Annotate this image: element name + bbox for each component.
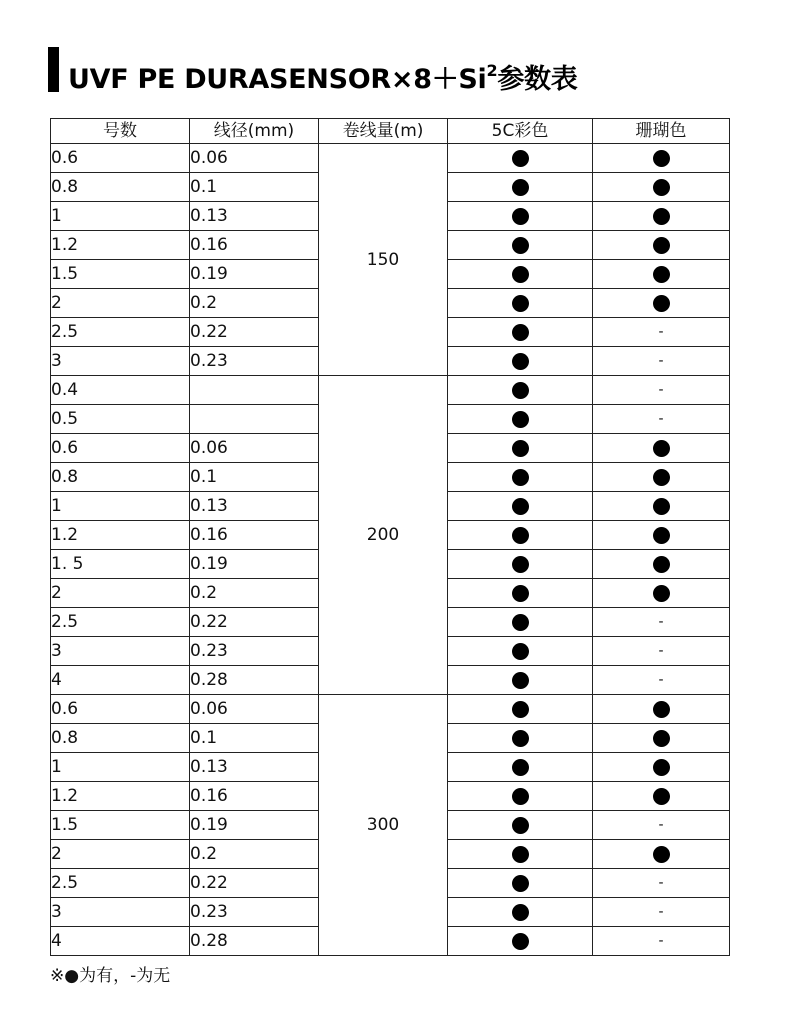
cell-coral-color [593,318,730,347]
cell-5c-color [448,579,593,608]
unavailable-dash: - [658,672,664,688]
cell-number: 3 [51,637,190,666]
cell-coral-color [593,869,730,898]
available-dot-icon [653,788,670,805]
cell-coral-color [593,405,730,434]
cell-number: 1.5 [51,260,190,289]
available-dot-icon [512,411,529,428]
title-main: UVF PE DURASENSOR×8＋Si [68,64,487,95]
cell-coral-color [593,289,730,318]
cell-coral-color [593,927,730,956]
cell-5c-color [448,347,593,376]
available-dot-icon [512,933,529,950]
available-dot-icon [512,556,529,573]
cell-coral-color [593,260,730,289]
cell-5c-color [448,492,593,521]
available-dot-icon [653,150,670,167]
cell-coral-color [593,463,730,492]
available-dot-icon [512,672,529,689]
cell-number: 3 [51,898,190,927]
cell-diameter: 0.06 [190,144,319,173]
cell-coral-color [593,724,730,753]
available-dot-icon [512,817,529,834]
cell-coral-color [593,782,730,811]
available-dot-icon [653,469,670,486]
available-dot-icon [512,701,529,718]
cell-coral-color [593,811,730,840]
cell-5c-color [448,173,593,202]
cell-number: 2 [51,289,190,318]
cell-diameter: 0.2 [190,289,319,318]
available-dot-icon [653,498,670,515]
cell-diameter: 0.13 [190,753,319,782]
unavailable-dash: - [658,817,664,833]
available-dot-icon [512,904,529,921]
cell-5c-color [448,637,593,666]
cell-number: 4 [51,666,190,695]
available-dot-icon [653,237,670,254]
available-dot-icon [653,846,670,863]
available-dot-icon [512,237,529,254]
cell-coral-color [593,231,730,260]
cell-number: 2 [51,840,190,869]
cell-number: 1 [51,492,190,521]
cell-number: 2.5 [51,318,190,347]
available-dot-icon [653,295,670,312]
available-dot-icon [653,440,670,457]
available-dot-icon [512,440,529,457]
cell-5c-color [448,202,593,231]
cell-diameter: 0.06 [190,695,319,724]
cell-coral-color [593,492,730,521]
cell-coral-color [593,898,730,927]
cell-diameter: 0.13 [190,492,319,521]
unavailable-dash: - [658,353,664,369]
cell-5c-color [448,753,593,782]
cell-diameter: 0.06 [190,434,319,463]
available-dot-icon [512,498,529,515]
available-dot-icon [512,295,529,312]
available-dot-icon [512,527,529,544]
available-dot-icon [512,759,529,776]
cell-number: 4 [51,927,190,956]
cell-5c-color [448,289,593,318]
available-dot-icon [512,382,529,399]
table-row [51,144,730,173]
table-row [51,376,730,405]
cell-5c-color [448,927,593,956]
cell-number: 0.5 [51,405,190,434]
cell-coral-color [593,144,730,173]
cell-diameter: 0.22 [190,608,319,637]
cell-coral-color [593,376,730,405]
cell-diameter: 0.23 [190,898,319,927]
cell-diameter: 0.1 [190,463,319,492]
unavailable-dash: - [658,643,664,659]
title-accent-bar [48,47,59,92]
header-number: 号数 [51,119,190,144]
available-dot-icon [512,150,529,167]
cell-diameter [190,405,319,434]
cell-diameter: 0.2 [190,840,319,869]
cell-coral-color [593,173,730,202]
cell-number: 0.8 [51,173,190,202]
table-body [51,144,730,956]
cell-spool-length: 300 [319,695,448,956]
cell-diameter [190,376,319,405]
header-coral-color: 珊瑚色 [593,119,730,144]
cell-coral-color [593,579,730,608]
cell-coral-color [593,434,730,463]
available-dot-icon [653,701,670,718]
title-suffix: 参数表 [497,64,578,95]
cell-diameter: 0.23 [190,637,319,666]
cell-number: 1.2 [51,231,190,260]
cell-number: 0.6 [51,695,190,724]
cell-5c-color [448,376,593,405]
unavailable-dash: - [658,411,664,427]
cell-number: 0.6 [51,434,190,463]
available-dot-icon [512,846,529,863]
cell-coral-color [593,608,730,637]
cell-coral-color [593,753,730,782]
cell-number: 1 [51,202,190,231]
cell-diameter: 0.19 [190,550,319,579]
unavailable-dash: - [658,324,664,340]
available-dot-icon [512,614,529,631]
available-dot-icon [512,208,529,225]
available-dot-icon [653,208,670,225]
cell-5c-color [448,608,593,637]
cell-number: 0.4 [51,376,190,405]
cell-5c-color [448,666,593,695]
available-dot-icon [512,730,529,747]
cell-coral-color [593,202,730,231]
available-dot-icon [512,469,529,486]
available-dot-icon [653,585,670,602]
cell-5c-color [448,782,593,811]
page-title [68,50,578,95]
available-dot-icon [512,585,529,602]
cell-5c-color [448,840,593,869]
available-dot-icon [653,179,670,196]
cell-5c-color [448,318,593,347]
cell-coral-color [593,347,730,376]
cell-5c-color [448,521,593,550]
cell-5c-color [448,811,593,840]
cell-number: 1.5 [51,811,190,840]
cell-5c-color [448,550,593,579]
available-dot-icon [653,266,670,283]
table-header-row [51,119,730,144]
available-dot-icon [653,556,670,573]
cell-diameter: 0.16 [190,521,319,550]
cell-spool-length: 150 [319,144,448,376]
cell-diameter: 0.28 [190,927,319,956]
cell-diameter: 0.22 [190,318,319,347]
cell-diameter: 0.28 [190,666,319,695]
table-row [51,695,730,724]
cell-5c-color [448,405,593,434]
cell-diameter: 0.1 [190,173,319,202]
available-dot-icon [512,324,529,341]
cell-number: 2.5 [51,869,190,898]
cell-coral-color [593,637,730,666]
cell-5c-color [448,695,593,724]
title-superscript: 2 [486,61,498,80]
cell-number: 3 [51,347,190,376]
cell-5c-color [448,898,593,927]
spec-table [50,118,730,956]
cell-coral-color [593,840,730,869]
available-dot-icon [512,179,529,196]
cell-5c-color [448,463,593,492]
legend-note: ※●为有，-为无 [50,966,171,986]
cell-5c-color [448,869,593,898]
header-diameter: 线径(mm) [190,119,319,144]
cell-number: 2 [51,579,190,608]
header-length: 卷线量(m) [319,119,448,144]
cell-coral-color [593,695,730,724]
cell-diameter: 0.22 [190,869,319,898]
header-5c-color: 5C彩色 [448,119,593,144]
cell-5c-color [448,144,593,173]
cell-coral-color [593,550,730,579]
cell-diameter: 0.16 [190,231,319,260]
cell-number: 1.2 [51,521,190,550]
unavailable-dash: - [658,382,664,398]
cell-number: 1. 5 [51,550,190,579]
available-dot-icon [512,353,529,370]
available-dot-icon [512,788,529,805]
cell-number: 1 [51,753,190,782]
cell-diameter: 0.19 [190,811,319,840]
cell-diameter: 0.2 [190,579,319,608]
cell-5c-color [448,231,593,260]
cell-coral-color [593,666,730,695]
available-dot-icon [512,643,529,660]
cell-number: 0.6 [51,144,190,173]
cell-spool-length: 200 [319,376,448,695]
cell-coral-color [593,521,730,550]
available-dot-icon [653,527,670,544]
cell-diameter: 0.23 [190,347,319,376]
cell-number: 2.5 [51,608,190,637]
cell-5c-color [448,260,593,289]
unavailable-dash: - [658,904,664,920]
cell-diameter: 0.19 [190,260,319,289]
unavailable-dash: - [658,933,664,949]
cell-number: 0.8 [51,463,190,492]
cell-diameter: 0.1 [190,724,319,753]
available-dot-icon [512,875,529,892]
available-dot-icon [512,266,529,283]
cell-diameter: 0.13 [190,202,319,231]
cell-5c-color [448,434,593,463]
cell-diameter: 0.16 [190,782,319,811]
available-dot-icon [653,759,670,776]
unavailable-dash: - [658,875,664,891]
available-dot-icon [653,730,670,747]
cell-5c-color [448,724,593,753]
cell-number: 1.2 [51,782,190,811]
cell-number: 0.8 [51,724,190,753]
unavailable-dash: - [658,614,664,630]
